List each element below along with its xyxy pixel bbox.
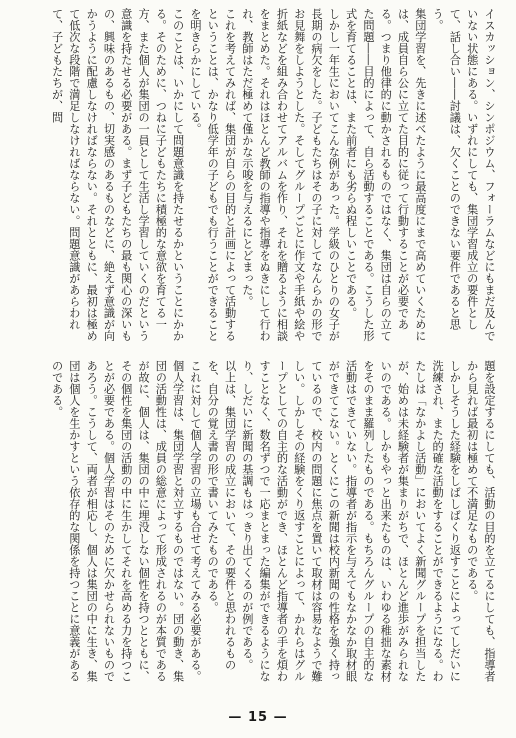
paragraph: このことは、いかにして問題意識を持たせるかということにかかる。そのために、つねに子どもたちに積極的な意欲を育てる一方、また個人が集団の一員として生活し学習していくのだという意識を持たせる必要がある。まず子どもたちの最も関心の深いもの、興味のあるもの、切実感のあるものなどに、絶えず意識が向かうように配慮しなければならない。それとともに、最初は極めて低次な段階で満足しなければならない。問題意識があらわれて、子どもたちが、問 [50,8,185,342]
paragraph: 題を設定するにしても、活動の目的を立てるにしても、指導者から見れば最初は極めて不満足なものである。 [465,360,496,682]
paragraph: 以上は、集団学習の成立において、その要件と思われるものを、自分の覚え書の形で書いてみたものである。 [206,360,237,671]
text-block-lower [20,360,498,682]
paragraph: イスカッション、シンポジウム、フォーラムなどにもまだ及んでいない状態にある。いずれにしても、集団学習成立の要件として、話し合い――討議は、欠くことのできない要件であると思う。 [431,8,496,342]
paragraph: しかしそうした経験をしばしばくり返すことによってしだいに洗練され、また的確な活動をすることができるようになる。わたしは「なかよし活動」においてよく新聞グループを担当したが、始めは未経験者が集まりがちで、ほとんど進歩がみられないのである。しかもやっと出来たものは、いわゆる稚拙な素材をそのまま羅列したものである。もちろんグループの自主的な活動はできていない。指導者が指示を与えてもなかなか取材眼ができてこない。とくにこの新聞は校内新聞の性格を強く持っているので、校内の問題に焦点を置いて取材は容易なようで難しい。しかしその経験をくり返すことによって、かれらはグループとしての自主的な活動ができ、ほとんど指導者の手を煩わすことなく、数名ずつで一応まとまった編集ができるようになり、しだいに新聞の基調もはっきり出てくるのが例である。 [240,360,462,682]
page-number: — 15 — [228,710,288,725]
paragraph: これを考えてみれば、集団が自らの目的と計画によって活動するということは、かなり低学年の子どもでも行うことができることを明きらかにしている。 [188,8,237,342]
text-block-upper [20,8,498,348]
paragraph: 集団学習を、先きに述べたように最高度にまで高めていくためには、成員自ら公に立てた目的に従って行動することが必要である。つまり他律的に動かされるものではなく、集団は自らの立てた問題――目的によって、自ら活動することである。こうした形式を育てることは、また前者にも劣らぬ程しいことである。 [344,8,427,342]
paragraph: 個人学習は、集団学習と対立するものではない。団の動き、集団の活動性は、成員の総意によって形成されるのが本質であるが故に、個人は、集団の中に埋没しない個性を持つとともに、その個性を集団の活動の中に生かしてそれを高める力を持つことが必要である。個人学習はそのために欠かせられないものであろう。こうして、両者が相応し、個人は集団の中に生き、集団は個人を生かすという依存的な関係を持つことに意義があるのである。 [50,360,185,682]
paragraph: これに対して個人学習の立場も合せて考えてみる必要がある。 [188,360,202,682]
paragraph: しかし一年生においてこんな例があった。学級のひとりの女子が長期の病欠をした。子どもたちはその子に対してなんらかの形でお見舞をしようとした。そしてグループごとに作文や手紙や絵や折紙などを組み合わせてアルバムを作り、それを贈るように相談をまとめた。それはほとんど教師の指導や指導をぬきにして行われ、教師はただ極めて僅かな示唆を与えるにとどまった。 [240,8,341,342]
